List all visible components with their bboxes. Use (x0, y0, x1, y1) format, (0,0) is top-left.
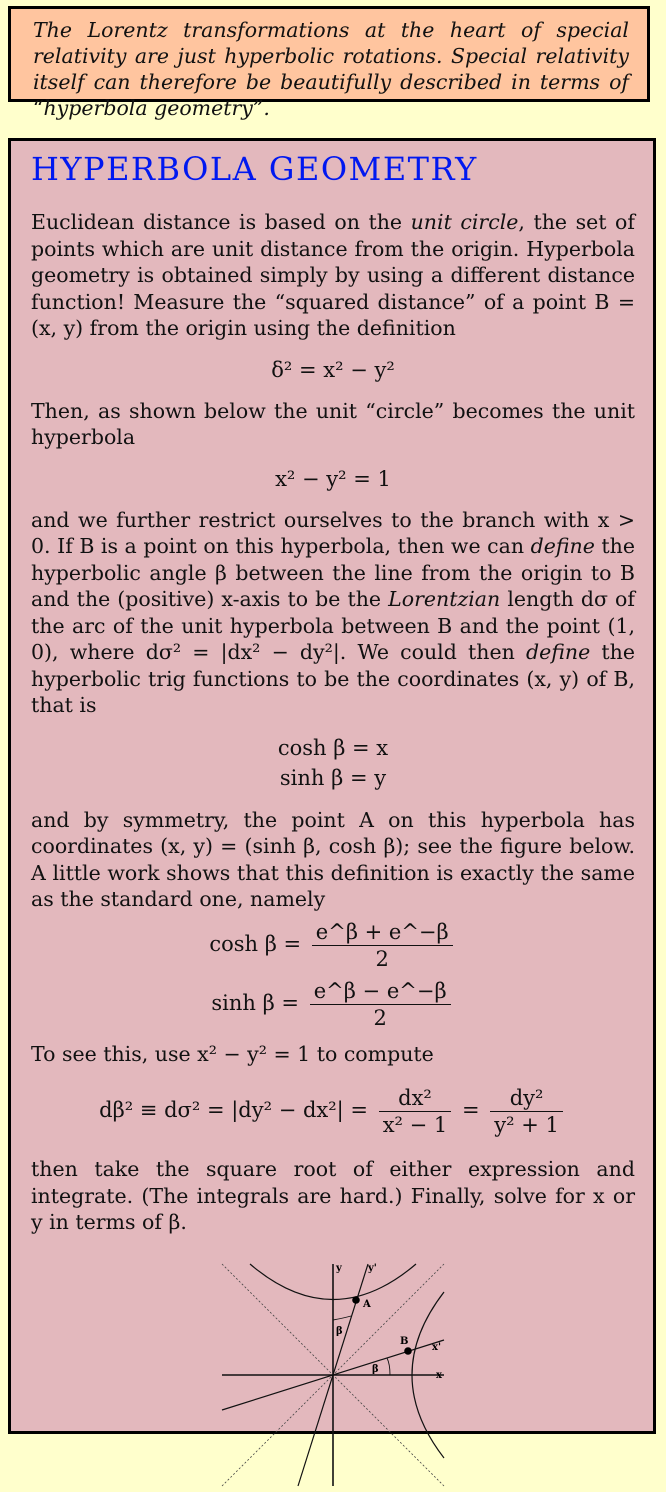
paragraph-3 (31, 507, 635, 719)
sinh-exp-denominator: 2 (373, 1005, 387, 1030)
angle-arc-b (387, 1358, 390, 1375)
p3-emphasis-define-2: define (525, 640, 591, 664)
equation-trig-definition (31, 733, 635, 793)
dbeta-lhs: dβ² ≡ dσ² = |dy² − dx²| = (99, 1098, 369, 1122)
label-beta-1: β (336, 1325, 343, 1337)
point-b (404, 1347, 412, 1355)
paragraph-4: and by symmetry, the point A on this hyperbola has coordinates (x, y) = (sinh β, cosh β); see the figure below. A little work shows that this definition is exactly the same as the standard one, namely (31, 807, 635, 911)
paragraph-5: To see this, use x² − y² = 1 to compute (31, 1041, 434, 1066)
p3-text-a: and we further restrict ourselves to the branch with x > 0. If B is a point on this hyperbola, then we can (31, 507, 635, 558)
paragraph-1 (31, 209, 635, 342)
p3-text-b: the hyperbolic angle β between the line from the origin to B and the (positive) x-axis to be the (31, 534, 635, 611)
label-y: y (336, 1262, 342, 1274)
p3-emphasis-lorentzian: Lorentzian (388, 587, 501, 611)
dbeta-f1-denominator: x² − 1 (382, 1113, 448, 1137)
cosh-exp-numerator: e^β + e^−β (312, 919, 453, 946)
equation-unit-hyperbola: x² − y² = 1 (275, 466, 391, 491)
equation-delta: δ² = x² − y² (271, 357, 395, 382)
dbeta-fraction-2 (490, 1085, 563, 1138)
equation-dbeta (31, 1085, 635, 1138)
equation-cosh-exp (31, 919, 635, 972)
sinh-exp-numerator: e^β − e^−β (310, 978, 451, 1005)
dbeta-f1-numerator: dx² (379, 1085, 452, 1112)
p3-text-d: the hyperbolic trig functions to be the coordinates (x, y) of B, that is (31, 640, 635, 717)
hyperbola-geometry-panel (8, 138, 656, 1434)
label-beta-2: β (372, 1363, 379, 1375)
label-point-a: A (363, 1298, 371, 1310)
label-x-prime: x' (432, 1341, 442, 1353)
label-y-prime: y' (368, 1262, 377, 1274)
label-x: x (436, 1369, 442, 1381)
dbeta-f2-numerator: dy² (490, 1085, 563, 1112)
p1-text-b: , the set of points which are unit distance from the origin. Hyperbola geometry is obtained simply by using a different distance function! Measure the “squared distance” of a point B = (x, y) from the origin using the definition (31, 210, 635, 340)
cosh-exp-fraction (312, 919, 453, 972)
point-a (352, 1296, 360, 1304)
dbeta-equals: = (461, 1098, 480, 1122)
p1-emphasis: unit circle (410, 210, 519, 234)
equation-cosh: cosh β = x (277, 735, 389, 760)
label-point-b: B (400, 1335, 409, 1347)
sinh-exp-lhs: sinh β = (211, 990, 300, 1015)
cosh-exp-lhs: cosh β = (209, 931, 302, 956)
paragraph-2: Then, as shown below the unit “circle” becomes the unit hyperbola (31, 398, 635, 449)
intro-box (8, 6, 650, 120)
p1-text-a: Euclidean distance is based on the (31, 210, 411, 234)
section-title: HYPERBOLA GEOMETRY (31, 150, 478, 188)
sinh-exp-fraction (310, 978, 451, 1031)
hyperbola-figure (31, 1260, 635, 1492)
p3-emphasis-define: define (530, 534, 595, 558)
intro-text: The Lorentz transformations at the heart of special relativity are just hyperbolic rotations. Special relativity itself can therefore be beautifully described in terms of “hyperbola geometry”. (33, 18, 629, 120)
dbeta-fraction-1 (379, 1085, 452, 1138)
equation-sinh-exp (31, 978, 635, 1031)
hyperbola-diagram (220, 1260, 446, 1488)
dbeta-f2-denominator: y² + 1 (494, 1113, 559, 1137)
p3-text-c: length dσ of the arc of the unit hyperbola between B and the point (1, 0), where dσ² = |dx² − dy²|. We could then (31, 587, 635, 664)
cosh-exp-denominator: 2 (375, 946, 389, 971)
paragraph-6: then take the square root of either expression and integrate. (The integrals are hard.) Finally, solve for x or y in terms of β. (31, 1157, 635, 1234)
angle-arc-a (333, 1316, 351, 1320)
equation-sinh: sinh β = y (279, 765, 387, 790)
